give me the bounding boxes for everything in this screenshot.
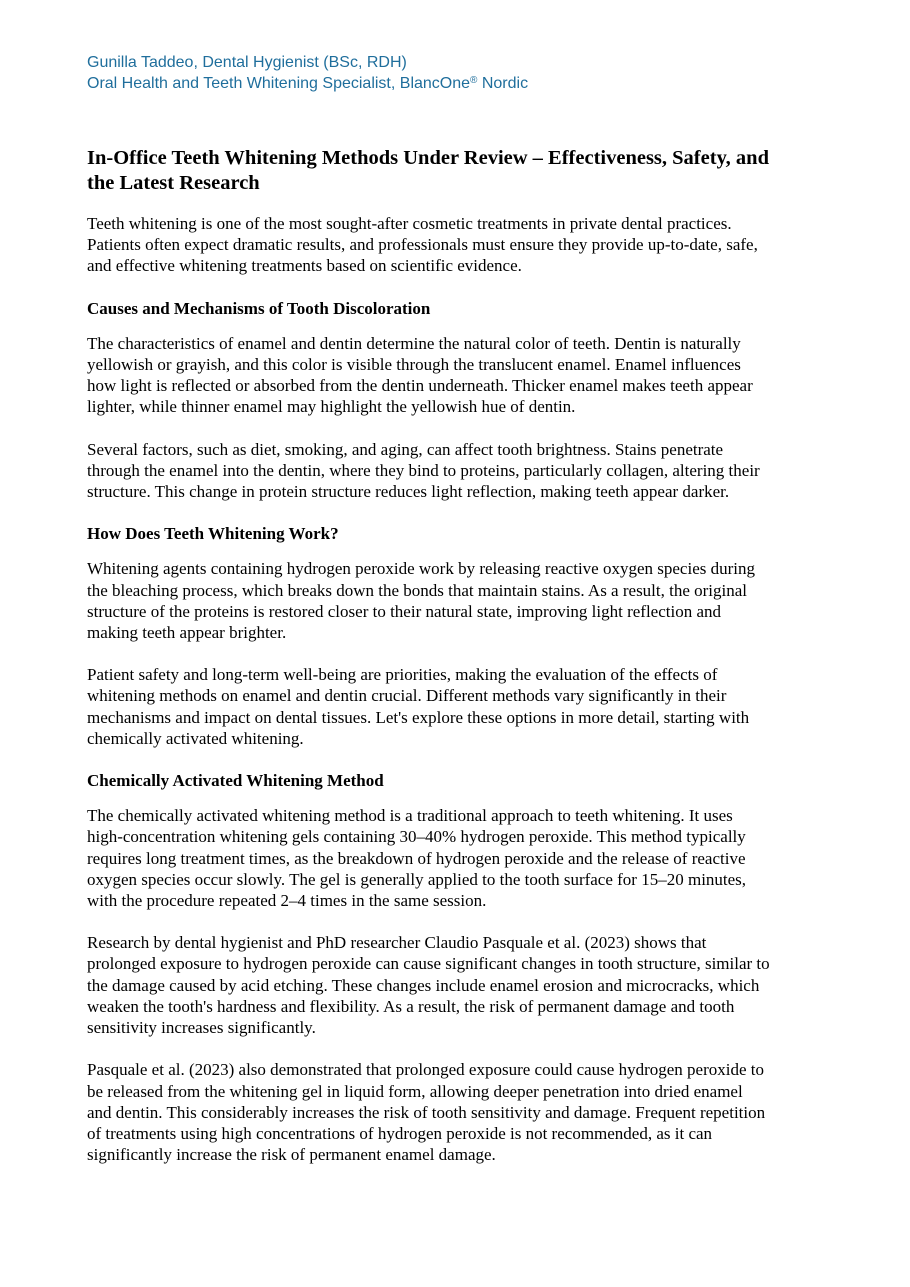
author-role-text: Oral Health and Teeth Whitening Specialist, BlancOne <box>87 75 471 92</box>
paragraph: The chemically activated whitening method is a traditional approach to teeth whitening. It uses high-concentration whitening gels containing 30–40% hydrogen peroxide. This method typically requires long treatment times, as the breakdown of hydrogen peroxide and the release of reactive oxygen species occur slowly. The gel is generally applied to the tooth surface for 15–20 minutes, with the procedure repeated 2–4 times in the same session. <box>87 806 747 911</box>
intro-paragraph: Teeth whitening is one of the most sought-after cosmetic treatments in private dental practices. Patients often expect dramatic results, and professionals must ensure they provide up-to-date, safe, and effective whitening treatments based on scientific evidence. <box>87 214 758 276</box>
section-heading-discoloration: Causes and Mechanisms of Tooth Discoloration <box>87 298 431 318</box>
paragraph: Several factors, such as diet, smoking, and aging, can affect tooth brightness. Stains penetrate through the enamel into the dentin, where they bind to proteins, particularly collagen, altering their structure. This change in protein structure reduces light reflection, making teeth appear darker. <box>87 439 760 502</box>
section-heading-chemically-activated: Chemically Activated Whitening Method <box>87 771 384 791</box>
author-name-line: Gunilla Taddeo, Dental Hygienist (BSc, RDH) <box>87 54 407 71</box>
document-title: In-Office Teeth Whitening Methods Under Review – Effectiveness, Safety, and the Latest Research <box>87 147 769 194</box>
document-page <box>87 52 832 1165</box>
section-heading-how-whitening-works: How Does Teeth Whitening Work? <box>87 524 339 544</box>
paragraph: Pasquale et al. (2023) also demonstrated that prolonged exposure could cause hydrogen peroxide to be released from the whitening gel in liquid form, allowing deeper penetration into dried enamel and dentin. This considerably increases the risk of tooth sensitivity and damage. Frequent repetition of treatments using high concentrations of hydrogen peroxide is not recommended, as it can significantly increase the risk of permanent enamel damage. <box>87 1060 766 1165</box>
author-role-suffix: Nordic <box>477 75 529 92</box>
author-role-line <box>87 73 832 94</box>
paragraph: Research by dental hygienist and PhD researcher Claudio Pasquale et al. (2023) shows that prolonged exposure to hydrogen peroxide can cause significant changes in tooth structure, similar to the damage caused by acid etching. These changes include enamel erosion and microcracks, which weaken the tooth's hardness and flexibility. As a result, the risk of permanent damage and tooth sensitivity increases significantly. <box>87 933 770 1038</box>
paragraph: Whitening agents containing hydrogen peroxide work by releasing reactive oxygen species during the bleaching process, which breaks down the bonds that maintain stains. As a result, the original structure of the proteins is restored closer to their natural state, improving light reflection and making teeth appear brighter. <box>87 559 755 643</box>
paragraph: The characteristics of enamel and dentin determine the natural color of teeth. Dentin is naturally yellowish or grayish, and this color is visible through the translucent enamel. Enamel influences how light is reflected or absorbed from the dentin underneath. Thicker enamel makes teeth appear lighter, while thinner enamel may highlight the yellowish hue of dentin. <box>87 333 753 417</box>
paragraph: Patient safety and long-term well-being are priorities, making the evaluation of the effects of whitening methods on enamel and dentin crucial. Different methods vary significantly in their mechanisms and impact on dental tissues. Let's explore these options in more detail, starting with chemically activated whitening. <box>87 665 750 748</box>
registered-mark: ® <box>470 75 478 86</box>
